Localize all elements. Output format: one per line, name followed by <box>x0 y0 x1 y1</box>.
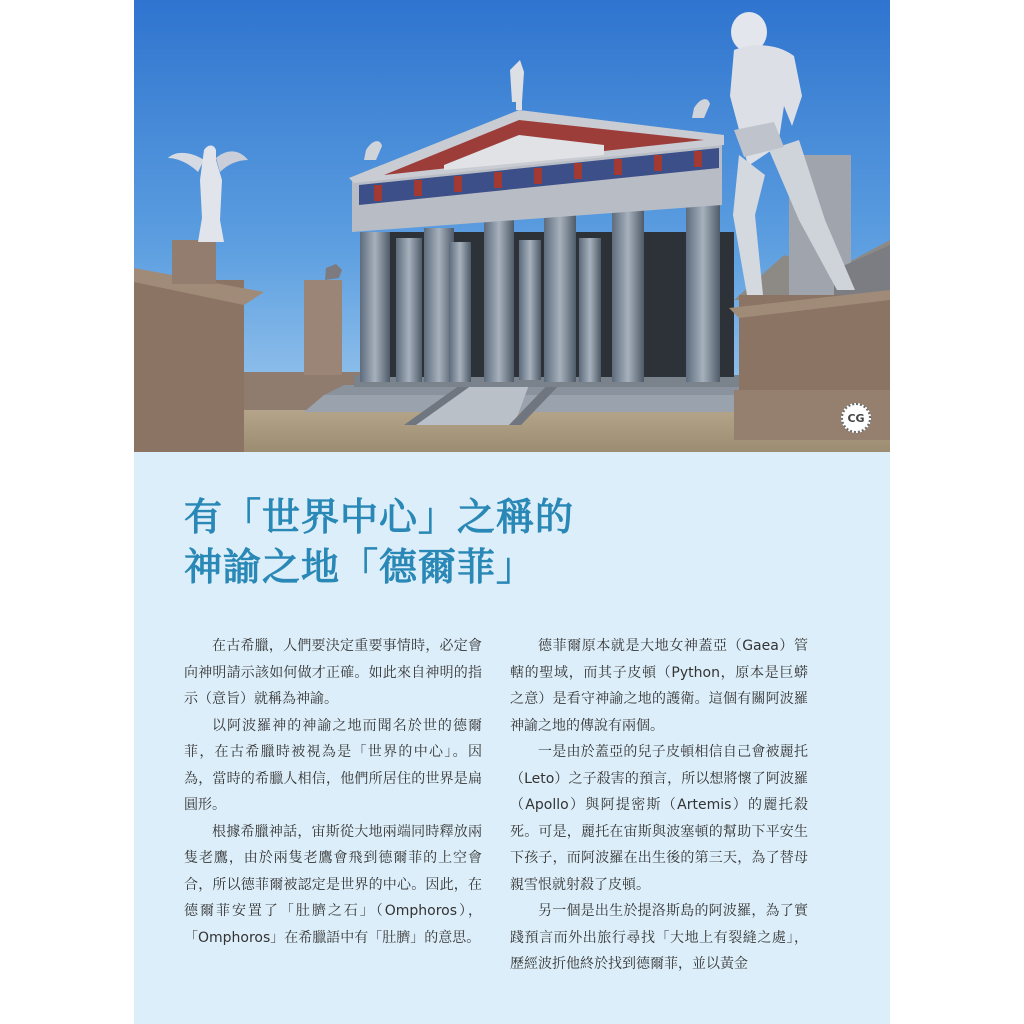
title-line-2: 神諭之地「德爾菲」 <box>184 544 536 589</box>
page-title <box>184 492 574 592</box>
title-line-1: 有「世界中心」之稱的 <box>184 494 575 539</box>
temple-illustration <box>134 0 890 452</box>
paragraph: 根據希臘神話，宙斯從大地兩端同時釋放兩隻老鷹，由於兩隻老鷹會飛到德爾菲的上空會合，所以德菲爾被認定是世界的中心。因此，在德爾菲安置了「肚臍之石」（Omphoros），「Omphoros」在希臘語中有「肚臍」的意思。 <box>184 823 482 946</box>
book-page <box>134 0 890 1024</box>
left-text-column <box>184 633 482 951</box>
paragraph: 一是由於蓋亞的兒子皮頓相信自己會被麗托（Leto）之子殺害的預言，所以想將懷了阿波羅（Apollo）與阿提密斯（Artemis）的麗托殺死。可是，麗托在宙斯與波塞頓的幫助下平安生下孩子，而阿波羅在出生後的第三天，為了替母親雪恨就射殺了皮頓。 <box>510 744 808 893</box>
right-text-column <box>510 633 808 978</box>
paragraph: 另一個是出生於提洛斯島的阿波羅，為了實踐預言而外出旅行尋找「大地上有裂縫之處」，歷經波折他終於找到德爾菲，並以黃金 <box>510 903 808 972</box>
paragraph: 在古希臘，人們要決定重要事情時，必定會向神明請示該如何做才正確。如此來自神明的指示（意旨）就稱為神諭。 <box>184 638 482 707</box>
cg-badge: CG <box>841 403 871 433</box>
paragraph: 以阿波羅神的神諭之地而聞名於世的德爾菲，在古希臘時被視為是「世界的中心」。因為，當時的希臘人相信，他們所居住的世界是扁圓形。 <box>184 717 482 813</box>
paragraph: 德菲爾原本就是大地女神蓋亞（Gaea）管轄的聖域，而其子皮頓（Python，原本是巨蟒之意）是看守神諭之地的護衛。這個有關阿波羅神諭之地的傳說有兩個。 <box>510 638 808 734</box>
